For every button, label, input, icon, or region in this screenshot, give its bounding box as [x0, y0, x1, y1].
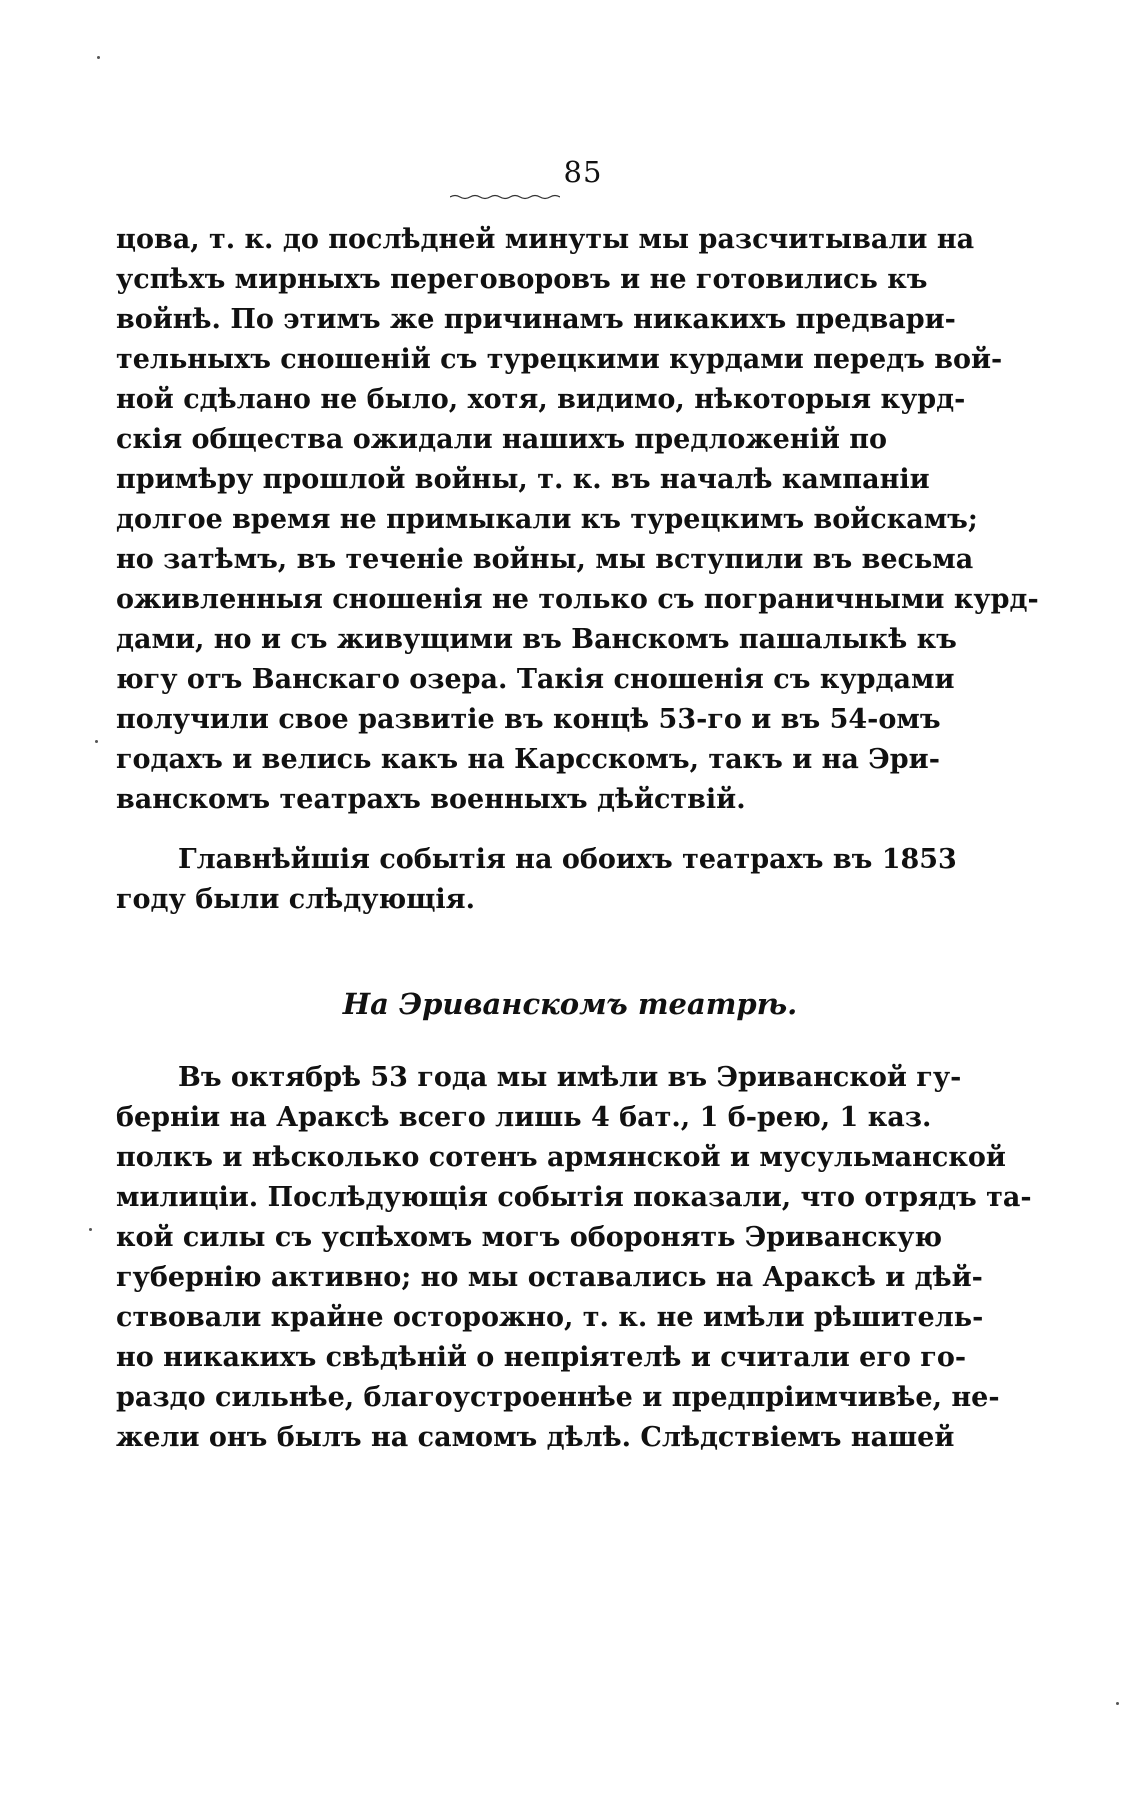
paragraph-1-line: цова, т. к. до послѣдней минуты мы разсчитывали на [116, 224, 975, 255]
paragraph-1-line: тельныхъ сношеній съ турецкими курдами передъ вой- [116, 344, 1003, 375]
paragraph-3-line: но никакихъ свѣдѣній о непріятелѣ и считали его го- [116, 1342, 967, 1373]
paragraph-2-line: Главнѣйшія событія на обоихъ театрахъ въ 1853 [178, 844, 957, 875]
paragraph-1-line: но затѣмъ, въ теченіе войны, мы вступили въ весьма [116, 544, 974, 575]
scan-speck [1116, 1702, 1119, 1705]
page-number: 85 [563, 155, 603, 189]
scan-speck [95, 740, 98, 743]
paragraph-1-line: примѣру прошлой войны, т. к. въ началѣ кампаніи [116, 464, 930, 495]
scan-speck [97, 56, 100, 59]
section-title: На Эриванскомъ театрѣ. [342, 987, 798, 1021]
page-number-rule [450, 194, 560, 200]
paragraph-3-line: берніи на Араксѣ всего лишь 4 бат., 1 б-рею, 1 каз. [116, 1102, 932, 1133]
paragraph-3-line: жели онъ былъ на самомъ дѣлѣ. Слѣдствіемъ нашей [116, 1422, 955, 1453]
paragraph-3-line: раздо сильнѣе, благоустроеннѣе и предпріимчивѣе, не- [116, 1382, 1000, 1413]
paragraph-1-line: получили свое развитіе въ концѣ 53-го и въ 54-омъ [116, 704, 941, 735]
paragraph-1-line: ванскомъ театрахъ военныхъ дѣйствій. [116, 784, 746, 815]
paragraph-1-line: скія общества ожидали нашихъ предложеній по [116, 424, 888, 455]
scan-speck [89, 1228, 92, 1231]
paragraph-1-line: годахъ и велись какъ на Карсскомъ, такъ и на Эри- [116, 744, 940, 775]
paragraph-1-line: успѣхъ мирныхъ переговоровъ и не готовились къ [116, 264, 928, 295]
paragraph-3-line: кой силы съ успѣхомъ могъ оборонять Эриванскую [116, 1222, 943, 1253]
paragraph-1-line: дами, но и съ живущими въ Ванскомъ пашалыкѣ къ [116, 624, 957, 655]
paragraph-1-line: долгое время не примыкали къ турецкимъ войскамъ; [116, 504, 978, 535]
paragraph-1-line: ной сдѣлано не было, хотя, видимо, нѣкоторыя курд- [116, 384, 966, 415]
paragraph-2-line: году были слѣдующія. [116, 884, 476, 915]
paragraph-1-line: войнѣ. По этимъ же причинамъ никакихъ предвари- [116, 304, 956, 335]
paragraph-3-line: Въ октябрѣ 53 года мы имѣли въ Эриванской гу- [178, 1062, 962, 1093]
paragraph-1-line: югу отъ Ванскаго озера. Такія сношенія съ курдами [116, 664, 955, 695]
paragraph-3-line: полкъ и нѣсколько сотенъ армянской и мусульманской [116, 1142, 1006, 1173]
paragraph-1-line: оживленныя сношенія не только съ пограничными курд- [116, 584, 1039, 615]
paragraph-3-line: милиціи. Послѣдующія событія показали, что отрядъ та- [116, 1182, 1032, 1213]
paragraph-3-line: ствовали крайне осторожно, т. к. не имѣли рѣшитель- [116, 1302, 984, 1333]
paragraph-3-line: губернію активно; но мы оставались на Араксѣ и дѣй- [116, 1262, 983, 1293]
